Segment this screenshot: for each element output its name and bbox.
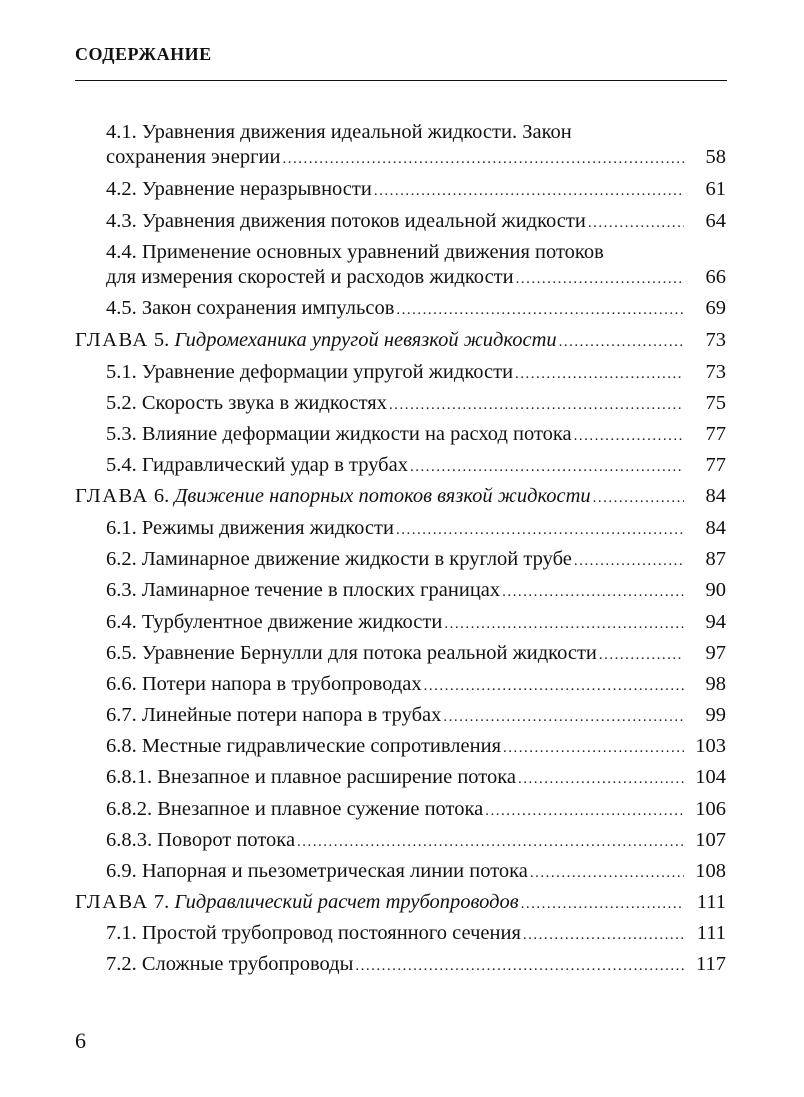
toc-page-number: 77 <box>705 454 726 476</box>
toc-entry <box>106 828 726 854</box>
toc-entry-label: 6.8.2. Внезапное и плавное сужение потока <box>106 798 484 820</box>
toc-entry <box>106 209 726 235</box>
toc-page-number: 84 <box>705 517 726 539</box>
toc-entry-label: 6.8. Местные гидравлические сопротивления <box>106 735 501 757</box>
toc-entry-line1 <box>106 240 726 264</box>
leader-dots <box>389 393 684 417</box>
toc-page-number: 75 <box>705 392 726 414</box>
toc-page-number: 66 <box>705 266 726 288</box>
leader-dots <box>599 643 684 667</box>
toc-entry-label: 4.1. Уравнения движения идеальной жидкости. Закон <box>106 121 572 143</box>
toc-entry-label: 4.4. Применение основных уравнений движения потоков <box>106 241 604 263</box>
toc-entry-label: 5.3. Влияние деформации жидкости на расход потока <box>106 423 572 445</box>
toc-page-number: 90 <box>705 579 726 601</box>
toc-entry <box>106 921 726 947</box>
toc-entry <box>106 265 726 291</box>
leader-dots <box>593 486 684 510</box>
toc-chapter <box>75 484 726 510</box>
toc-entry-label: 6.3. Ламинарное течение в плоских границах <box>106 579 501 601</box>
toc-entry <box>106 422 726 448</box>
leader-dots <box>574 549 684 573</box>
leader-dots <box>424 674 684 698</box>
chapter-word: ГЛАВА <box>75 891 149 913</box>
toc-entry-label: 5.2. Скорость звука в жидкостях <box>106 392 387 414</box>
leader-dots <box>518 767 684 791</box>
chapter-title: Гидравлический расчет трубопроводов <box>174 891 519 913</box>
toc-entry-line1 <box>106 120 726 144</box>
toc-entry-label: 6.7. Линейные потери напора в трубах <box>106 704 442 726</box>
chapter-title: Движение напорных потоков вязкой жидкости <box>174 485 591 507</box>
toc-page-number: 64 <box>705 210 726 232</box>
leader-dots <box>410 455 684 479</box>
page-header-title: СОДЕРЖАНИЕ <box>75 44 212 64</box>
toc-chapter <box>75 890 726 916</box>
chapter-title: Гидромеханика упругой невязкой жидкости <box>174 329 557 351</box>
toc-chapter-label <box>75 484 591 508</box>
leader-dots <box>297 830 684 854</box>
toc-page-number: 84 <box>705 485 726 507</box>
toc-entry-label: сохранения энергии <box>106 146 281 168</box>
leader-dots <box>503 736 684 760</box>
toc-entry <box>106 578 726 604</box>
toc-entry <box>106 145 726 171</box>
toc-entry <box>106 672 726 698</box>
toc-entry <box>106 859 726 885</box>
toc-entry-label: 5.1. Уравнение деформации упругой жидкости <box>106 361 514 383</box>
toc-page-number: 107 <box>695 829 726 851</box>
toc-entry <box>106 453 726 479</box>
toc-page-number: 111 <box>696 891 726 913</box>
toc-page-number: 106 <box>695 798 726 820</box>
toc-page-number: 103 <box>695 735 726 757</box>
toc-entry-label: 6.5. Уравнение Бернулли для потока реальной жидкости <box>106 642 597 664</box>
toc-page-number: 61 <box>705 178 726 200</box>
toc-entry-label: 6.8.3. Поворот потока <box>106 829 296 851</box>
leader-dots <box>444 612 684 636</box>
leader-dots <box>502 580 684 604</box>
chapter-word: ГЛАВА <box>75 329 149 351</box>
toc-entry-label: 4.3. Уравнения движения потоков идеальной жидкости <box>106 210 586 232</box>
toc-entry <box>106 391 726 417</box>
toc-entry-label: 7.2. Сложные трубопроводы <box>106 953 354 975</box>
toc-page-number: 98 <box>705 673 726 695</box>
toc-page-number: 99 <box>705 704 726 726</box>
toc-entry <box>106 734 726 760</box>
toc-page-number: 104 <box>695 766 726 788</box>
toc-page-number: 108 <box>695 860 726 882</box>
leader-dots <box>516 267 684 291</box>
leader-dots <box>574 424 684 448</box>
toc-entry-label: 4.2. Уравнение неразрывности <box>106 178 372 200</box>
leader-dots <box>443 705 684 729</box>
chapter-number: 6. <box>153 485 170 507</box>
toc-chapter <box>75 328 726 354</box>
chapter-number: 7. <box>153 891 170 913</box>
toc-entry-label: 6.4. Турбулентное движение жидкости <box>106 611 443 633</box>
toc-entry <box>106 610 726 636</box>
toc-entry-label: для измерения скоростей и расходов жидкости <box>106 266 514 288</box>
toc-entry-label: 7.1. Простой трубопровод постоянного сечения <box>106 922 521 944</box>
leader-dots <box>355 954 684 978</box>
toc-entry-label: 6.8.1. Внезапное и плавное расширение потока <box>106 766 516 788</box>
leader-dots <box>521 892 684 916</box>
toc-page-number: 58 <box>705 146 726 168</box>
chapter-number: 5. <box>153 329 170 351</box>
toc-entry-label: 6.6. Потери напора в трубопроводах <box>106 673 422 695</box>
header-rule <box>75 80 727 81</box>
leader-dots <box>515 362 684 386</box>
toc-entry <box>106 797 726 823</box>
toc-entry-label: 4.5. Закон сохранения импульсов <box>106 297 395 319</box>
leader-dots <box>523 923 684 947</box>
toc-entry-label: 5.4. Гидравлический удар в трубах <box>106 454 408 476</box>
toc-entry-label: 6.1. Режимы движения жидкости <box>106 517 394 539</box>
toc-entry <box>106 703 726 729</box>
toc-page-number: 97 <box>705 642 726 664</box>
leader-dots <box>559 330 684 354</box>
toc-entry <box>106 360 726 386</box>
leader-dots <box>588 211 684 235</box>
toc-entry <box>106 516 726 542</box>
leader-dots <box>282 147 684 171</box>
toc-chapter-label <box>75 890 519 914</box>
chapter-word: ГЛАВА <box>75 485 149 507</box>
leader-dots <box>396 518 684 542</box>
toc-entry-label: 6.9. Напорная и пьезометрическая линии потока <box>106 860 528 882</box>
leader-dots <box>396 298 684 322</box>
toc-page-number: 73 <box>705 329 726 351</box>
page-number: 6 <box>75 1028 86 1053</box>
toc-page-number: 73 <box>705 361 726 383</box>
toc-page-number: 111 <box>696 922 726 944</box>
toc-entry <box>106 765 726 791</box>
toc-entry <box>106 641 726 667</box>
toc-page-number: 69 <box>705 297 726 319</box>
toc-page-number: 87 <box>705 548 726 570</box>
toc-chapter-label <box>75 328 557 352</box>
toc-page-number: 94 <box>705 611 726 633</box>
leader-dots <box>374 179 684 203</box>
toc-page-number: 77 <box>705 423 726 445</box>
toc-entry <box>106 177 726 203</box>
toc-entry <box>106 296 726 322</box>
leader-dots <box>485 799 684 823</box>
leader-dots <box>530 861 684 885</box>
toc-entry <box>106 547 726 573</box>
toc-entry <box>106 952 726 978</box>
toc-page-number: 117 <box>696 953 726 975</box>
toc-entry-label: 6.2. Ламинарное движение жидкости в круглой трубе <box>106 548 572 570</box>
